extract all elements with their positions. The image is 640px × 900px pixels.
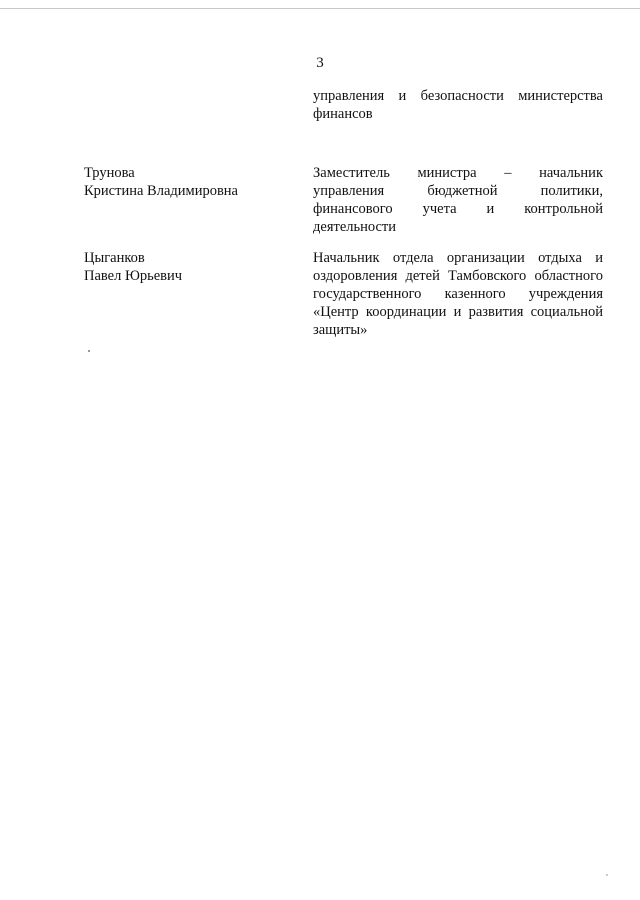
member-name xyxy=(84,249,284,285)
member-given-names: Кристина Владимировна xyxy=(84,183,238,199)
member-name xyxy=(84,164,284,200)
member-position: Заместитель министра – начальник управления бюджетной политики, финансового учета и контрольной деятельности xyxy=(313,165,603,235)
member-position: Начальник отдела организации отдыха и оздоровления детей Тамбовского областного государственного казенного учреждения «Центр координации и развития социальной защиты» xyxy=(313,250,603,338)
continued-position-text: управления и безопасности министерства финансов xyxy=(313,88,603,122)
scan-speck xyxy=(88,350,90,352)
member-given-names: Павел Юрьевич xyxy=(84,268,183,284)
member-surname: Цыганков xyxy=(84,250,145,266)
scan-top-edge xyxy=(0,8,640,9)
scan-speck xyxy=(606,874,608,876)
page-number: 3 xyxy=(316,55,324,71)
member-surname: Трунова xyxy=(84,165,135,181)
